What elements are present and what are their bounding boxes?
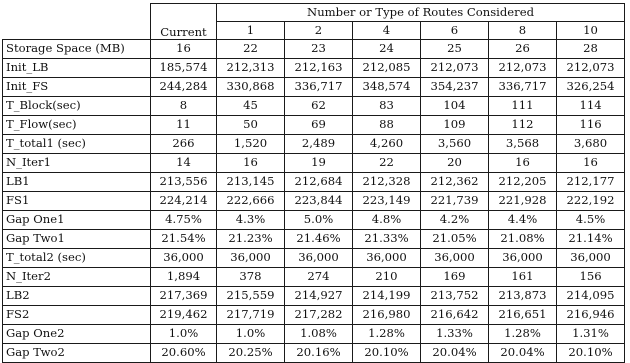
value-cell: 326,254: [557, 78, 625, 97]
value-cell: 36,000: [489, 249, 557, 268]
value-cell: 1.33%: [421, 325, 489, 344]
value-cell: 221,928: [489, 192, 557, 211]
value-cell: 22: [353, 154, 421, 173]
row-label: N_Iter1: [3, 154, 151, 173]
value-cell: 212,328: [353, 173, 421, 192]
current-value-cell: 185,574: [151, 59, 217, 78]
value-cell: 222,666: [217, 192, 285, 211]
value-cell: 378: [217, 268, 285, 287]
row-label: Storage Space (MB): [3, 40, 151, 59]
value-cell: 83: [353, 97, 421, 116]
value-cell: 16: [489, 154, 557, 173]
value-cell: 4.5%: [557, 211, 625, 230]
value-cell: 26: [489, 40, 557, 59]
table-row: [3, 154, 625, 173]
current-value-cell: 8: [151, 97, 217, 116]
results-table: [2, 3, 625, 363]
value-cell: 217,282: [285, 306, 353, 325]
row-label: Gap Two2: [3, 344, 151, 363]
value-cell: 24: [353, 40, 421, 59]
table-row: [3, 173, 625, 192]
row-label: Init_FS: [3, 78, 151, 97]
value-cell: 221,739: [421, 192, 489, 211]
value-cell: 212,073: [557, 59, 625, 78]
value-cell: 223,844: [285, 192, 353, 211]
value-cell: 36,000: [421, 249, 489, 268]
value-cell: 1.08%: [285, 325, 353, 344]
value-cell: 4.4%: [489, 211, 557, 230]
current-value-cell: 14: [151, 154, 217, 173]
value-cell: 169: [421, 268, 489, 287]
table-row: [3, 287, 625, 306]
value-cell: 36,000: [353, 249, 421, 268]
value-cell: 4.2%: [421, 211, 489, 230]
value-cell: 1,520: [217, 135, 285, 154]
value-cell: 20.10%: [353, 344, 421, 363]
value-cell: 4,260: [353, 135, 421, 154]
value-cell: 214,199: [353, 287, 421, 306]
value-cell: 109: [421, 116, 489, 135]
row-label: Gap One1: [3, 211, 151, 230]
table-row: [3, 78, 625, 97]
value-cell: 111: [489, 97, 557, 116]
value-cell: 336,717: [285, 78, 353, 97]
value-cell: 45: [217, 97, 285, 116]
value-cell: 212,073: [421, 59, 489, 78]
value-cell: 354,237: [421, 78, 489, 97]
value-cell: 104: [421, 97, 489, 116]
value-cell: 216,651: [489, 306, 557, 325]
value-cell: 1.31%: [557, 325, 625, 344]
row-label: Gap One2: [3, 325, 151, 344]
value-cell: 214,927: [285, 287, 353, 306]
table-row: [3, 97, 625, 116]
value-cell: 20.10%: [557, 344, 625, 363]
routes-group-header: Number or Type of Routes Considered: [217, 4, 625, 22]
column-header: 8: [489, 22, 557, 40]
value-cell: 69: [285, 116, 353, 135]
value-cell: 21.23%: [217, 230, 285, 249]
table-row: [3, 40, 625, 59]
value-cell: 25: [421, 40, 489, 59]
value-cell: 20.16%: [285, 344, 353, 363]
column-header: 2: [285, 22, 353, 40]
value-cell: 217,719: [217, 306, 285, 325]
value-cell: 212,073: [489, 59, 557, 78]
value-cell: 210: [353, 268, 421, 287]
value-cell: 19: [285, 154, 353, 173]
group-header-row: [3, 4, 625, 22]
value-cell: 20.25%: [217, 344, 285, 363]
row-label: LB1: [3, 173, 151, 192]
row-label: T_total2 (sec): [3, 249, 151, 268]
value-cell: 212,313: [217, 59, 285, 78]
current-value-cell: 36,000: [151, 249, 217, 268]
table-row: [3, 59, 625, 78]
value-cell: 223,149: [353, 192, 421, 211]
table-row: [3, 268, 625, 287]
value-cell: 112: [489, 116, 557, 135]
table-row: [3, 192, 625, 211]
value-cell: 21.05%: [421, 230, 489, 249]
value-cell: 216,946: [557, 306, 625, 325]
value-cell: 212,684: [285, 173, 353, 192]
value-cell: 20: [421, 154, 489, 173]
table-row: [3, 116, 625, 135]
table-row: [3, 249, 625, 268]
column-header: 10: [557, 22, 625, 40]
value-cell: 216,980: [353, 306, 421, 325]
value-cell: 212,177: [557, 173, 625, 192]
value-cell: 213,752: [421, 287, 489, 306]
value-cell: 274: [285, 268, 353, 287]
value-cell: 28: [557, 40, 625, 59]
row-label: Gap Two1: [3, 230, 151, 249]
current-value-cell: 16: [151, 40, 217, 59]
value-cell: 36,000: [285, 249, 353, 268]
value-cell: 23: [285, 40, 353, 59]
value-cell: 348,574: [353, 78, 421, 97]
value-cell: 4.8%: [353, 211, 421, 230]
value-cell: 36,000: [217, 249, 285, 268]
current-value-cell: 1,894: [151, 268, 217, 287]
value-cell: 336,717: [489, 78, 557, 97]
value-cell: 36,000: [557, 249, 625, 268]
value-cell: 1.28%: [489, 325, 557, 344]
table-row: [3, 344, 625, 363]
value-cell: 214,095: [557, 287, 625, 306]
table-row: [3, 211, 625, 230]
value-cell: 21.46%: [285, 230, 353, 249]
table-row: [3, 325, 625, 344]
value-cell: 215,559: [217, 287, 285, 306]
value-cell: 50: [217, 116, 285, 135]
current-value-cell: 1.0%: [151, 325, 217, 344]
column-header: 6: [421, 22, 489, 40]
value-cell: 16: [217, 154, 285, 173]
value-cell: 212,163: [285, 59, 353, 78]
value-cell: 21.14%: [557, 230, 625, 249]
value-cell: 21.33%: [353, 230, 421, 249]
current-value-cell: 224,214: [151, 192, 217, 211]
table-row: [3, 306, 625, 325]
table-row: [3, 230, 625, 249]
value-cell: 88: [353, 116, 421, 135]
row-label: FS1: [3, 192, 151, 211]
value-cell: 20.04%: [421, 344, 489, 363]
value-cell: 330,868: [217, 78, 285, 97]
table-row: [3, 135, 625, 154]
current-value-cell: 266: [151, 135, 217, 154]
value-cell: 213,873: [489, 287, 557, 306]
value-cell: 16: [557, 154, 625, 173]
value-cell: 213,145: [217, 173, 285, 192]
value-cell: 114: [557, 97, 625, 116]
value-cell: 212,205: [489, 173, 557, 192]
column-header: 4: [353, 22, 421, 40]
current-value-cell: 244,284: [151, 78, 217, 97]
value-cell: 3,568: [489, 135, 557, 154]
value-cell: 1.28%: [353, 325, 421, 344]
value-cell: 216,642: [421, 306, 489, 325]
current-value-cell: 217,369: [151, 287, 217, 306]
value-cell: 20.04%: [489, 344, 557, 363]
value-cell: 212,085: [353, 59, 421, 78]
value-cell: 156: [557, 268, 625, 287]
value-cell: 161: [489, 268, 557, 287]
value-cell: 5.0%: [285, 211, 353, 230]
row-label: Init_LB: [3, 59, 151, 78]
value-cell: 116: [557, 116, 625, 135]
value-cell: 21.08%: [489, 230, 557, 249]
row-label: LB2: [3, 287, 151, 306]
current-value-cell: 11: [151, 116, 217, 135]
row-label: T_total1 (sec): [3, 135, 151, 154]
row-label: N_Iter2: [3, 268, 151, 287]
value-cell: 4.3%: [217, 211, 285, 230]
value-cell: 2,489: [285, 135, 353, 154]
row-label: T_Flow(sec): [3, 116, 151, 135]
value-cell: 1.0%: [217, 325, 285, 344]
value-cell: 62: [285, 97, 353, 116]
value-cell: 222,192: [557, 192, 625, 211]
value-cell: 22: [217, 40, 285, 59]
value-cell: 3,680: [557, 135, 625, 154]
current-value-cell: 213,556: [151, 173, 217, 192]
current-column-header: Current: [151, 4, 217, 40]
current-value-cell: 20.60%: [151, 344, 217, 363]
row-label: FS2: [3, 306, 151, 325]
table-body: [3, 40, 625, 363]
current-value-cell: 219,462: [151, 306, 217, 325]
current-value-cell: 21.54%: [151, 230, 217, 249]
value-cell: 3,560: [421, 135, 489, 154]
value-cell: 212,362: [421, 173, 489, 192]
column-header: 1: [217, 22, 285, 40]
empty-corner-cell: [3, 4, 151, 40]
current-value-cell: 4.75%: [151, 211, 217, 230]
row-label: T_Block(sec): [3, 97, 151, 116]
